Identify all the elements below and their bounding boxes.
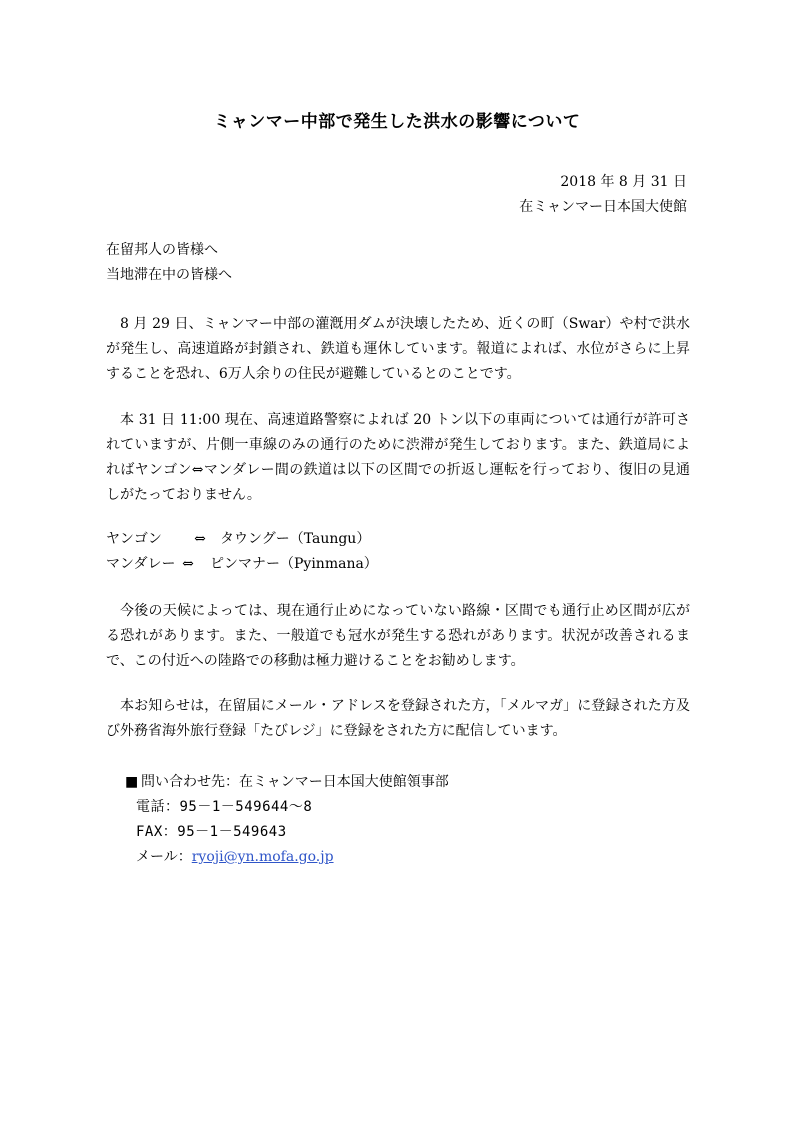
- contact-heading-row: [125, 770, 449, 795]
- bidirectional-arrow-icon: ⇔: [182, 556, 194, 572]
- issuer-name: 在ミャンマー日本国大使館: [519, 199, 687, 215]
- body-paragraph: 本 31 日 11:00 現在、高速道路警察によれば 20 トン以下の車両については通行が許可されていますが、片側一車線のみの通行のために渋滞が発生しております。また、鉄道局によればヤンゴン⇔マンダレー間の鉄道は以下の区間での折返し運転を行っており、復旧の見通しがたっておりません。: [106, 412, 690, 503]
- route-origin: ヤンゴン: [106, 531, 162, 547]
- route-destination: ピンマナー（Pyinmana）: [210, 556, 378, 572]
- greeting-line: 在留邦人の皆様へ: [106, 242, 218, 258]
- contact-fax: FAX：95－1－549643: [136, 824, 287, 840]
- route-destination: タウングー（Taungu）: [220, 531, 371, 547]
- contact-email-row: [125, 845, 449, 870]
- header-info: [519, 170, 687, 220]
- route-list: [106, 527, 378, 577]
- bidirectional-arrow-icon: ⇔: [194, 531, 206, 547]
- issue-date: 2018 年 8 月 31 日: [560, 174, 687, 190]
- email-link[interactable]: ryoji@yn.mofa.go.jp: [191, 849, 334, 865]
- contact-heading: 問い合わせ先：在ミャンマー日本国大使館領事部: [141, 774, 449, 790]
- body-paragraph: 今後の天候によっては、現在通行止めになっていない路線・区間でも通行止め区間が広がる恐れがあります。また、一般道でも冠水が発生する恐れがあります。状況が改善されるまで、この付近への陸路での移動は極力避けることをお勧めします。: [106, 603, 690, 669]
- route-origin: マンダレー: [106, 556, 176, 572]
- page-title: ミャンマー中部で発生した洪水の影響について: [213, 112, 581, 132]
- greeting: [106, 238, 232, 288]
- body-paragraph: 8 月 29 日、ミャンマー中部の灌漑用ダムが決壊したため、近くの町（Swar）や村で洪水が発生し、高速道路が封鎖され、鉄道も運休しています。報道によれば、水位がさらに上昇することを恐れ、6万人余りの住民が避難しているとのことです。: [106, 316, 690, 382]
- route-item: [106, 552, 378, 577]
- route-item: [106, 527, 378, 552]
- contact-email-label: メール：: [136, 849, 192, 865]
- square-bullet-icon: ■: [125, 774, 139, 790]
- contact-block: [125, 770, 449, 870]
- greeting-line: 当地滞在中の皆様へ: [106, 267, 232, 283]
- body-paragraph: 本お知らせは，在留届にメール・アドレスを登録された方，「メルマガ」に登録された方及び外務省海外旅行登録「たびレジ」に登録をされた方に配信しています。: [106, 698, 690, 739]
- contact-phone: 電話：95－1－549644～8: [136, 799, 313, 815]
